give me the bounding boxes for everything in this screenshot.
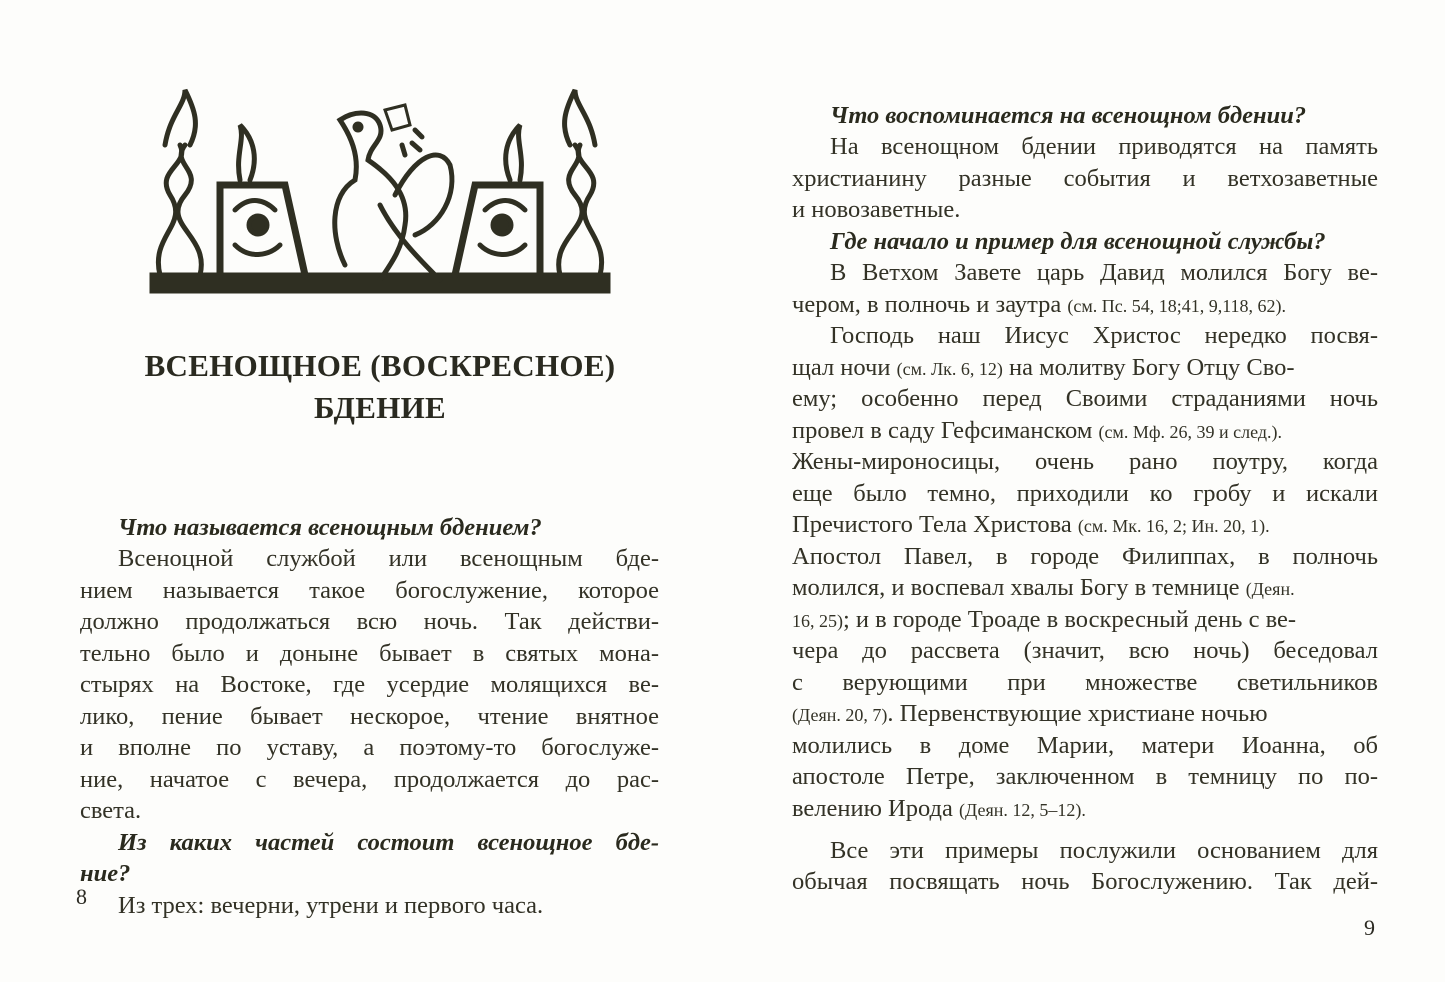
title-line: ВСЕНОЩНОЕ (ВОСКРЕСНОЕ)	[144, 348, 616, 383]
scripture-reference: (Деян. 12, 5–12).	[959, 800, 1086, 820]
page-number: 8	[76, 884, 87, 909]
text-span: . Первенствующие христиане ночью	[887, 700, 1268, 727]
text-line: Жены-мироносицы, очень рано поутру, когда	[792, 448, 1378, 475]
text-line: В Ветхом Завете царь Давид молился Богу ве-	[830, 259, 1378, 286]
text-line: стырях на Востоке, где усердие молящихся ве-	[80, 671, 659, 698]
text-line: и новозаветные.	[792, 196, 961, 223]
text-span: щал ночи	[792, 354, 897, 381]
text-line	[792, 793, 1086, 827]
text-line	[792, 604, 1296, 638]
text-line: ему; особенно перед Своими страданиями ночь	[792, 385, 1378, 412]
text-line: ние, начатое с вечера, продолжается до рас-	[80, 766, 659, 793]
bird-ornament-icon	[140, 85, 620, 300]
text-span: велению Ирода	[792, 795, 960, 822]
text-line: Апостол Павел, в городе Филиппах, в полночь	[792, 543, 1378, 570]
text-line: должно продолжаться всю ночь. Так действи-	[80, 608, 659, 635]
text-span: ; и в городе Троаде в воскресный день с ве-	[843, 606, 1297, 633]
scripture-reference: 16, 25)	[792, 611, 843, 631]
page-title	[80, 345, 680, 429]
text-span: чером, в полночь и заутра	[792, 291, 1068, 318]
text-line: еще было темно, приходили ко гробу и искали	[792, 480, 1378, 507]
question-heading: Что называется всенощным бдением?	[118, 514, 542, 541]
answer-text: Из трех: вечерни, утрени и первого часа.	[118, 892, 544, 919]
left-page	[0, 0, 722, 982]
text-span: на молитву Богу Отцу Сво-	[1002, 354, 1295, 381]
text-line: обычая посвящать ночь Богослужению. Так дей-	[792, 868, 1378, 895]
question-heading: ние?	[80, 860, 131, 887]
text-line: тельно было и доныне бывает в святых мона-	[80, 640, 659, 667]
question-heading: Где начало и пример для всенощной службы?	[830, 228, 1326, 255]
text-line	[792, 572, 1295, 606]
scripture-reference: (см. Мф. 26, 39 и след.).	[1098, 422, 1283, 442]
text-line	[792, 289, 1286, 323]
question-heading: Что воспоминается на всенощном бдении?	[830, 102, 1307, 129]
scripture-reference: (Деян.	[1245, 579, 1295, 599]
text-span: провел в саду Гефсиманском	[792, 417, 1099, 444]
title-line: БДЕНИЕ	[313, 390, 447, 425]
page-number: 9	[1364, 915, 1375, 940]
text-line	[792, 352, 1295, 386]
text-line: На всенощном бдении приводятся на память	[830, 133, 1378, 160]
scripture-reference: (см. Лк. 6, 12)	[896, 359, 1003, 379]
scripture-reference: (см. Мк. 16, 2; Ин. 20, 1).	[1077, 516, 1270, 536]
text-line: и вполне по уставу, а поэтому-то богослуже-	[80, 734, 659, 761]
text-line: Всеноцной службой или всенощным бде-	[118, 545, 659, 572]
text-span: молился, и воспевал хвалы Богу в темнице	[792, 574, 1246, 601]
text-line: апостоле Петре, заключенном в темницу по по-	[792, 763, 1378, 790]
text-line: чера до рассвета (значит, всю ночь) беседовал	[792, 637, 1378, 664]
text-line: Господь наш Иисус Христос нередко посвя-	[830, 322, 1378, 349]
text-span: Пречистого Тела Христова	[792, 511, 1078, 538]
text-line: с верующими при множестве светильников	[792, 669, 1378, 696]
text-line: нием называется такое богослужение, которое	[80, 577, 659, 604]
scripture-reference: (Деян. 20, 7)	[792, 705, 888, 725]
text-line: Все эти примеры послужили основанием для	[830, 837, 1378, 864]
text-line: света.	[80, 797, 142, 824]
question-heading: Из каких частей состоит всенощное бде-	[118, 829, 659, 856]
text-line: лико, пение бывает нескорое, чтение внятное	[80, 703, 659, 730]
text-line: молились в доме Марии, матери Иоанна, об	[792, 732, 1378, 759]
text-line	[792, 698, 1268, 732]
scripture-reference: (см. Пс. 54, 18;41, 9,118, 62).	[1067, 296, 1287, 316]
text-line	[792, 509, 1270, 543]
right-page	[722, 0, 1445, 982]
text-line	[792, 415, 1282, 449]
text-line: христианину разные события и ветхозаветные	[792, 165, 1378, 192]
